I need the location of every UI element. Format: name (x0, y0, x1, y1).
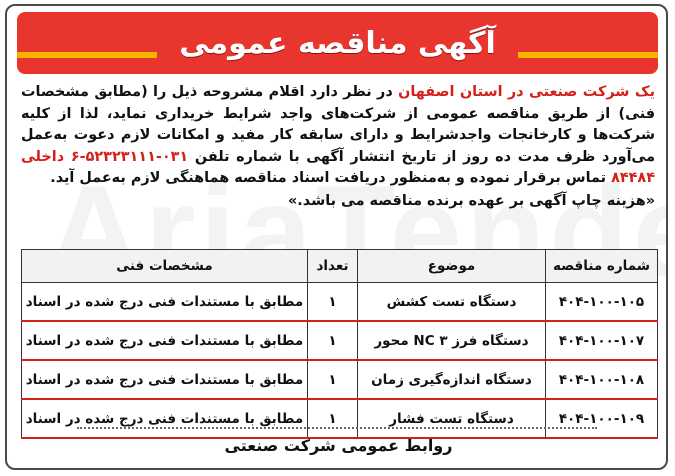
table-row (22, 399, 658, 438)
tender-number-cell: ۴۰۴-۱۰۰-۱۰۹ (546, 399, 658, 438)
subject-cell: دستگاه تست فشار (358, 399, 546, 438)
company-name: یک شرکت صنعتی در استان اصفهان (398, 84, 655, 100)
ad-body (21, 82, 655, 212)
quantity-cell: ۱ (308, 283, 358, 322)
tender-number-cell: ۴۰۴-۱۰۰-۱۰۷ (546, 321, 658, 360)
advertisement-frame (5, 4, 668, 470)
spec-cell: مطابق با مستندات فنی درج شده در اسناد (22, 399, 308, 438)
header-quantity: تعداد (308, 250, 358, 283)
subject-cell: دستگاه فرز NC ۳ محور (358, 321, 546, 360)
spec-cell: مطابق با مستندات فنی درج شده در اسناد (22, 283, 308, 322)
table-header-row (22, 250, 658, 283)
spec-cell: مطابق با مستندات فنی درج شده در اسناد (22, 360, 308, 399)
spec-cell: مطابق با مستندات فنی درج شده در اسناد (22, 321, 308, 360)
tender-number-cell: ۴۰۴-۱۰۰-۱۰۵ (546, 283, 658, 322)
header-tender-number: شماره مناقصه (546, 250, 658, 283)
ad-title: آگهی مناقصه عمومی (157, 24, 518, 63)
body-text-part-1: در نظر دارد اقلام مشروحه ذیل را (مطابق مشخصات فنی) از طریق مناقصه عمومی از شرکت‌های واجد شرایط خریداری نماید، لذا از کلیه شرکت‌ها و کارخانجات واجدشرایط و دارای سابقه کار مفید و امکانات لازم دعوت به‌عمل می‌آورد ظرف مدت ده روز از تاریخ انتشار آگهی با شماره تلفن (21, 84, 655, 165)
tender-number-cell: ۴۰۴-۱۰۰-۱۰۸ (546, 360, 658, 399)
subject-cell: دستگاه اندازه‌گیری زمان (358, 360, 546, 399)
footer-signature: روابط عمومی شرکت صنعتی (224, 436, 453, 455)
footer-divider (77, 427, 597, 429)
body-text-part-2: تماس برقرار نموده و به‌منظور دریافت اسناد مناقصه هماهنگی لازم به‌عمل آید. (50, 170, 612, 186)
printing-cost-note: «هزینه چاپ آگهی بر عهده برنده مناقصه می باشد.» (288, 192, 655, 209)
table-row (22, 321, 658, 360)
subject-cell: دستگاه تست کشش (358, 283, 546, 322)
phone-number: ۰۳۱-۵۲۳۲۳۱۱۱-۶ داخلی ۸۴۴۸۴ (21, 148, 655, 186)
quantity-cell: ۱ (308, 321, 358, 360)
title-banner (17, 12, 658, 74)
quantity-cell: ۱ (308, 399, 358, 438)
table-row (22, 360, 658, 399)
header-subject: موضوع (358, 250, 546, 283)
table-row (22, 283, 658, 322)
tender-table (21, 249, 658, 439)
quantity-cell: ۱ (308, 360, 358, 399)
header-technical-spec: مشخصات فنی (22, 250, 308, 283)
